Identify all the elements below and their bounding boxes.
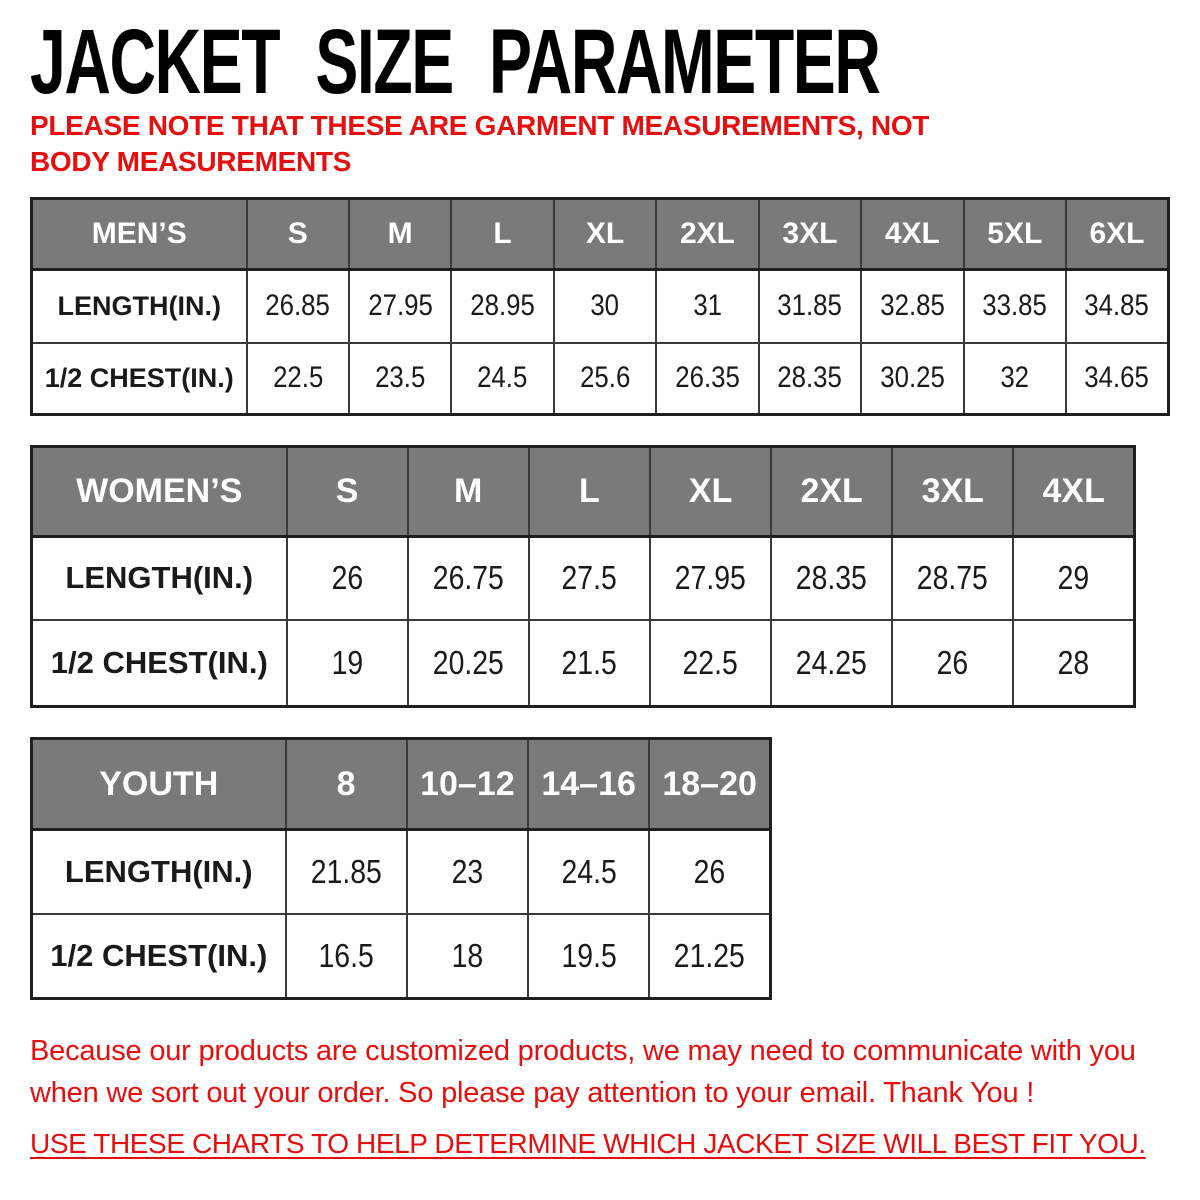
value-text: 34.85 [1084, 289, 1150, 323]
value-cell [1013, 620, 1134, 707]
value-cell [451, 270, 553, 343]
value-cell [1066, 343, 1169, 415]
value-text: 22.5 [682, 643, 739, 681]
value-text: 28.75 [917, 559, 989, 597]
size-header-cell: 5XL [964, 199, 1066, 270]
page-title: JACKET SIZE PARAMETER [30, 11, 880, 113]
value-cell [528, 914, 649, 999]
value-cell [650, 537, 771, 620]
value-cell [554, 270, 656, 343]
value-text: 26 [936, 643, 969, 681]
value-text: 27.95 [674, 559, 746, 597]
value-text: 18 [451, 936, 484, 974]
table-header-row [32, 199, 1169, 270]
value-text: 22.5 [272, 361, 323, 395]
table-header-row [32, 447, 1135, 537]
value-text: 24.25 [796, 643, 868, 681]
value-cell [287, 620, 408, 707]
row-label-cell: 1/2 CHEST(IN.) [32, 620, 287, 707]
garment-measurement-note: PLEASE NOTE THAT THESE ARE GARMENT MEASUREMENTS, NOT BODY MEASUREMENTS [30, 110, 930, 178]
customization-notice: Because our products are customized products, we may need to communicate with you when we sort out your order. So please pay attention to your email. Thank You ! [30, 1035, 1136, 1110]
value-text: 24.5 [560, 852, 617, 890]
size-header-cell: L [451, 199, 553, 270]
value-text: 30 [590, 289, 620, 323]
value-text: 21.85 [310, 852, 382, 890]
value-cell [656, 343, 758, 415]
size-header-cell: XL [554, 199, 656, 270]
size-header-cell: 3XL [892, 447, 1013, 537]
value-cell [771, 620, 892, 707]
row-label-cell: LENGTH(IN.) [32, 830, 286, 914]
value-text: 23.5 [375, 361, 426, 395]
value-cell [529, 537, 650, 620]
value-cell [247, 343, 349, 415]
value-text: 28.35 [777, 361, 843, 395]
value-cell [1013, 537, 1134, 620]
size-header-cell: 6XL [1066, 199, 1169, 270]
value-cell [861, 270, 963, 343]
value-cell [349, 270, 451, 343]
table-title-cell: MEN’S [32, 199, 247, 270]
value-text: 28.35 [796, 559, 868, 597]
value-text: 21.25 [674, 936, 746, 974]
value-text: 29 [1057, 559, 1090, 597]
value-cell [286, 914, 407, 999]
size-header-cell: 2XL [771, 447, 892, 537]
mens-size-table [30, 197, 1170, 416]
value-text: 26 [693, 852, 726, 890]
value-text: 27.95 [367, 289, 433, 323]
value-cell [287, 537, 408, 620]
chart-usage-advice: USE THESE CHARTS TO HELP DETERMINE WHICH JACKET SIZE WILL BEST FIT YOU. [30, 1128, 1146, 1159]
value-text: 20.25 [432, 643, 504, 681]
row-label-cell: 1/2 CHEST(IN.) [32, 343, 247, 415]
value-cell [771, 537, 892, 620]
size-header-cell: M [349, 199, 451, 270]
table-row [32, 914, 771, 999]
value-text: 19 [331, 643, 363, 681]
size-header-cell: 4XL [861, 199, 963, 270]
value-text: 25.6 [579, 361, 631, 395]
value-cell [649, 830, 770, 914]
value-cell [529, 620, 650, 707]
size-header-cell: 18–20 [649, 739, 770, 830]
value-cell [408, 537, 529, 620]
value-cell [407, 830, 528, 914]
size-header-cell: L [529, 447, 650, 537]
value-text: 21.5 [561, 643, 617, 681]
row-label-cell: 1/2 CHEST(IN.) [32, 914, 286, 999]
value-cell [528, 830, 649, 914]
row-label-cell: LENGTH(IN.) [32, 270, 247, 343]
size-header-cell: 3XL [759, 199, 861, 270]
value-text: 31.85 [777, 289, 843, 323]
size-header-cell: S [247, 199, 349, 270]
value-text: 26 [331, 559, 363, 597]
value-cell [892, 537, 1013, 620]
value-cell [759, 270, 861, 343]
value-cell [554, 343, 656, 415]
row-label-cell: LENGTH(IN.) [32, 537, 287, 620]
value-cell [286, 830, 407, 914]
value-text: 28 [1057, 643, 1090, 681]
size-header-cell: 2XL [656, 199, 758, 270]
value-cell [861, 343, 963, 415]
value-text: 26.85 [265, 289, 330, 323]
size-header-cell: 14–16 [528, 739, 649, 830]
value-text: 34.65 [1084, 361, 1150, 395]
value-text: 23 [451, 852, 484, 890]
table-row [32, 270, 1169, 343]
value-cell [1066, 270, 1169, 343]
value-text: 24.5 [477, 361, 528, 395]
value-cell [247, 270, 349, 343]
size-header-cell: 8 [286, 739, 407, 830]
value-cell [656, 270, 758, 343]
value-text: 32 [1000, 361, 1030, 395]
table-row [32, 620, 1135, 707]
size-header-cell: M [408, 447, 529, 537]
value-text: 16.5 [318, 936, 374, 974]
value-text: 31 [693, 289, 722, 323]
value-cell [650, 620, 771, 707]
value-cell [408, 620, 529, 707]
value-text: 26.75 [432, 559, 504, 597]
table-title-cell: YOUTH [32, 739, 286, 830]
size-header-cell: S [287, 447, 408, 537]
value-cell [349, 343, 451, 415]
youth-size-table [30, 737, 772, 1000]
womens-size-table [30, 445, 1136, 708]
table-row [32, 537, 1135, 620]
value-text: 33.85 [982, 289, 1048, 323]
value-cell [451, 343, 553, 415]
table-title-cell: WOMEN’S [32, 447, 287, 537]
value-text: 27.5 [561, 559, 617, 597]
value-text: 19.5 [560, 936, 617, 974]
value-cell [759, 343, 861, 415]
size-header-cell: XL [650, 447, 771, 537]
value-cell [964, 270, 1066, 343]
value-text: 28.95 [470, 289, 535, 323]
value-text: 32.85 [880, 289, 945, 323]
value-cell [407, 914, 528, 999]
table-row [32, 343, 1169, 415]
value-text: 26.35 [675, 361, 740, 395]
table-header-row [32, 739, 771, 830]
value-cell [964, 343, 1066, 415]
table-row [32, 830, 771, 914]
value-text: 30.25 [880, 361, 945, 395]
value-cell [649, 914, 770, 999]
value-cell [892, 620, 1013, 707]
size-header-cell: 4XL [1013, 447, 1134, 537]
size-header-cell: 10–12 [407, 739, 528, 830]
